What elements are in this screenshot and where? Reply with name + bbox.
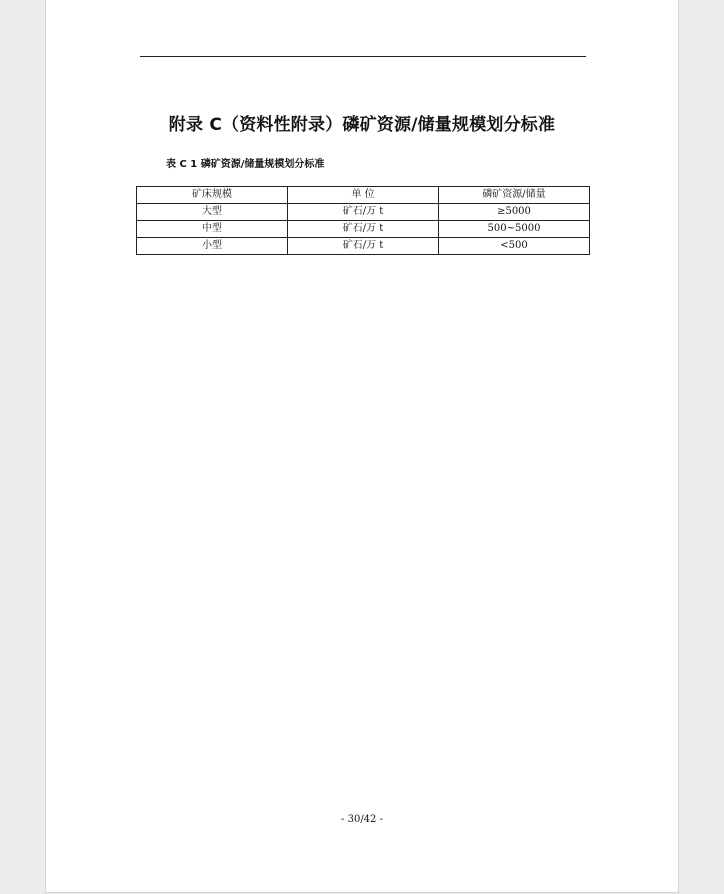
table-header-row <box>137 187 590 204</box>
header-deposit-scale: 矿床规模 <box>137 187 288 204</box>
appendix-title: 附录 C（资料性附录）磷矿资源/储量规模划分标准 <box>168 115 556 135</box>
cell-scale: 中型 <box>137 221 288 238</box>
table-row <box>137 238 590 255</box>
cell-reserve: ≥5000 <box>439 204 590 221</box>
cell-reserve: 500~5000 <box>439 221 590 238</box>
cell-unit: 矿石/万 t <box>288 204 439 221</box>
table-row <box>137 204 590 221</box>
cell-scale: 大型 <box>137 204 288 221</box>
header-rule <box>140 56 586 57</box>
header-unit: 单 位 <box>288 187 439 204</box>
header-reserve: 磷矿资源/储量 <box>439 187 590 204</box>
cell-reserve: <500 <box>439 238 590 255</box>
page-number: - 30/42 - <box>341 814 383 825</box>
table-row <box>137 221 590 238</box>
cell-unit: 矿石/万 t <box>288 221 439 238</box>
deposit-scale-table <box>136 186 590 255</box>
cell-scale: 小型 <box>137 238 288 255</box>
document-page <box>45 0 679 893</box>
table-caption: 表 C 1 磷矿资源/储量规模划分标准 <box>166 159 325 170</box>
cell-unit: 矿石/万 t <box>288 238 439 255</box>
